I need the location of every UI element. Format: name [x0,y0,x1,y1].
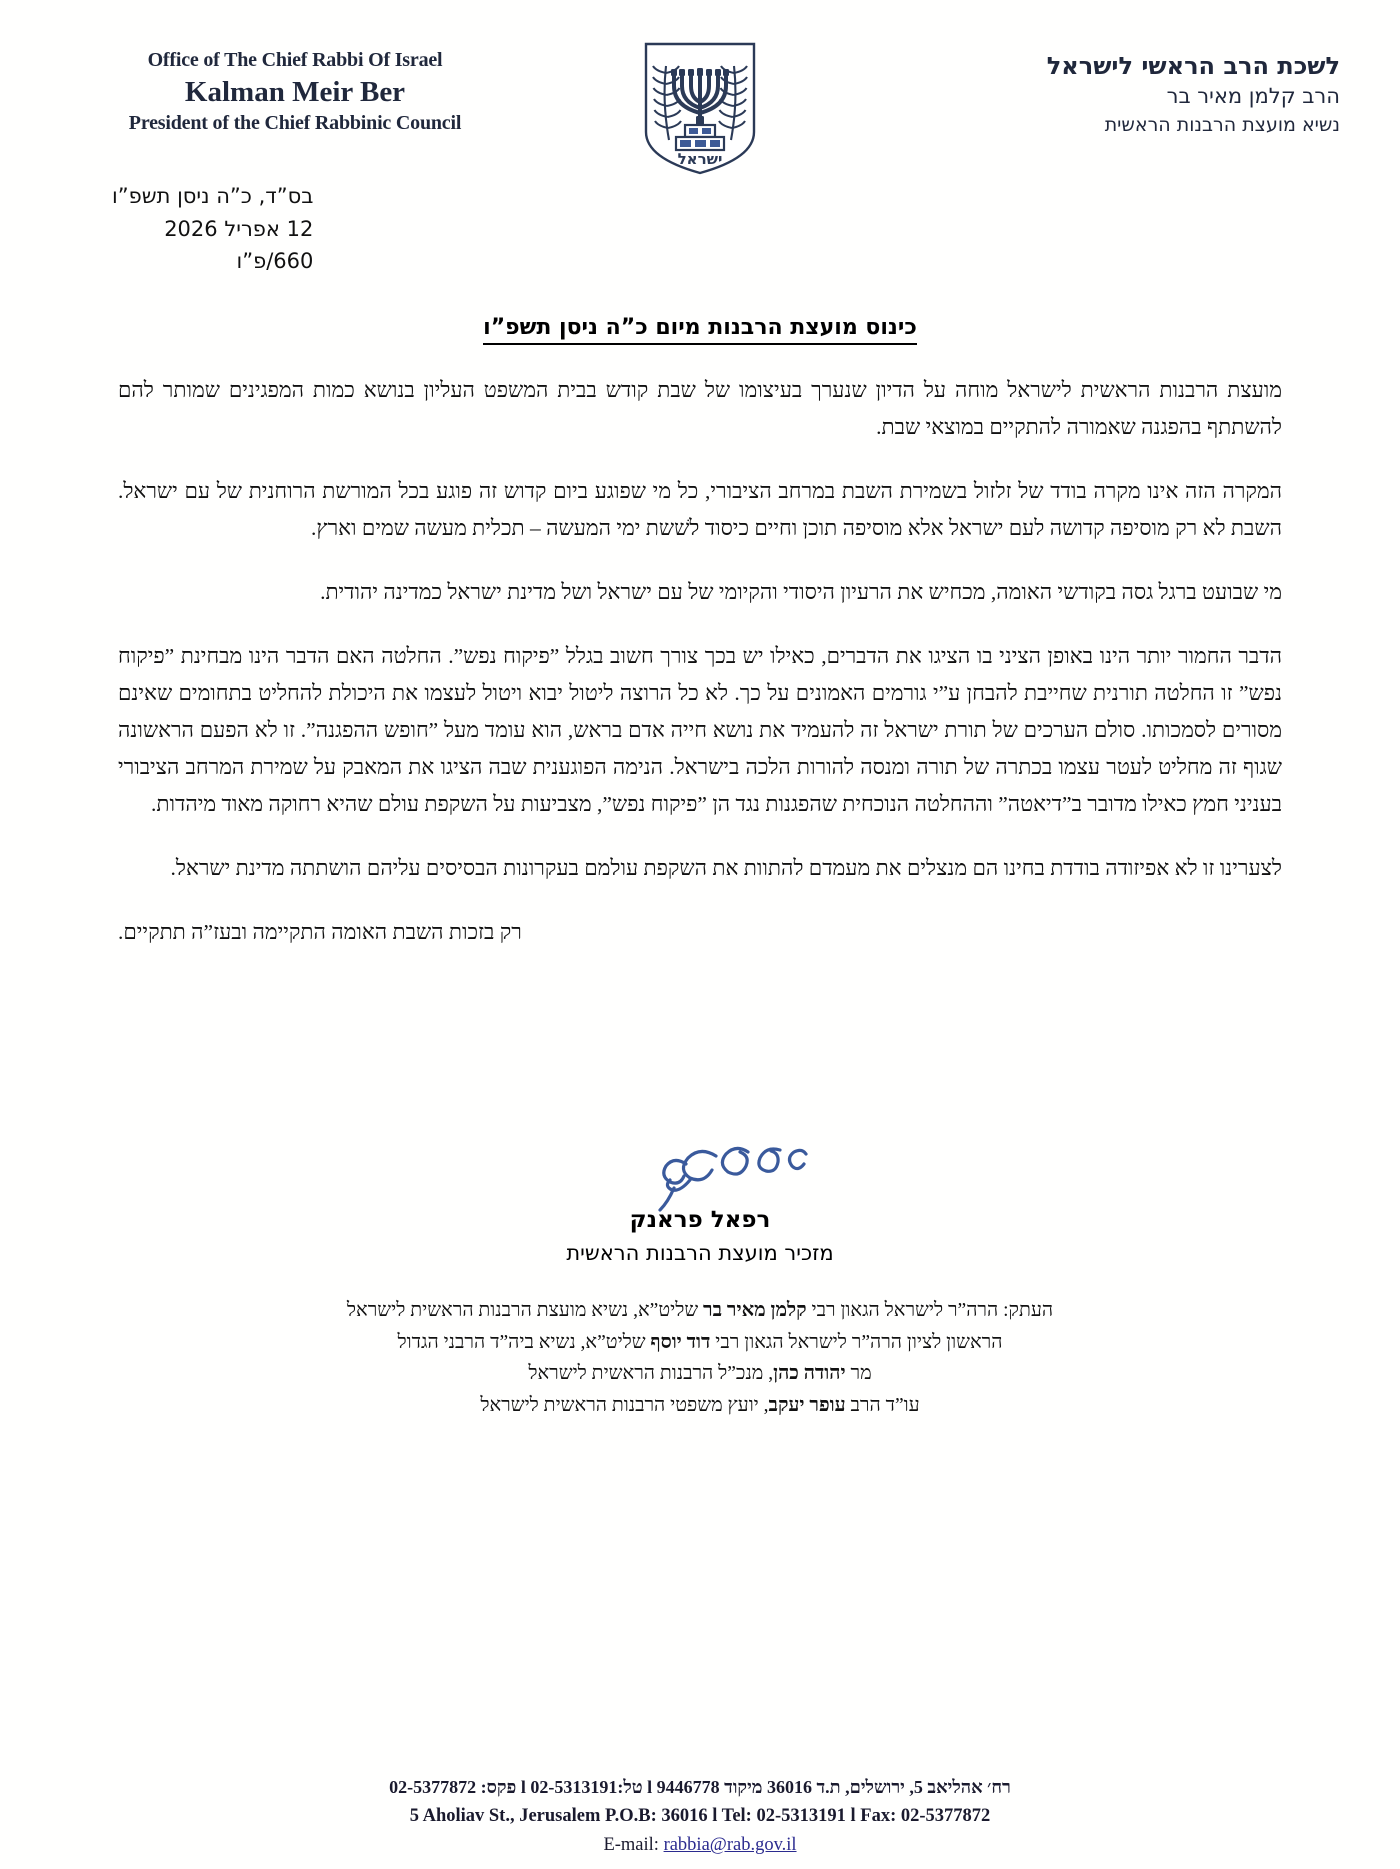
cc-line [0,1390,1400,1422]
footer-email-line [0,1831,1400,1861]
footer-email-link[interactable]: rabbia@rab.gov.il [663,1835,797,1856]
letterhead-english [60,48,530,136]
letterhead-he-title: נשיא מועצת הרבנות הראשית [1104,113,1340,136]
cc-bold-name: יהודה כהן [773,1363,846,1385]
cc-suffix: , יועץ משפטי הרבנות הראשית לישראל [480,1394,769,1416]
cc-suffix: שליט”א, נשיא מועצת הרבנות הראשית לישראל [346,1300,704,1321]
letterhead [0,40,1400,175]
cc-prefix: הרה”ר לישראל הגאון רבי [806,1300,999,1321]
cc-line [0,1327,1400,1359]
body-paragraph: מי שבועט ברגל גסה בקודשי האומה, מכחיש את הרעיון היסודי והקיומי של עם ישראל ושל מדינת ישראל כמדינה יהודית. [320,579,1282,604]
date-block [112,180,313,278]
letterhead-en-office: Office of The Chief Rabbi Of Israel [147,49,443,71]
footer [0,1773,1400,1861]
signature-block [0,1140,1400,1268]
israel-state-emblem-icon [636,40,764,175]
cc-bold-name: עופר יעקב [768,1394,846,1416]
signatory-name: רפאל פראנק [629,1207,771,1233]
cc-suffix: , מנכ”ל הרבנות הראשית לישראל [528,1363,774,1385]
cc-label: העתק: [1003,1300,1054,1321]
body-paragraph: הדבר החמור יותר הינו באופן הציני בו הציגו את הדברים, כאילו יש בכך צורך חשוב בגלל ”פיקוח נפש”. החלטה האם הדבר הינו מבחינת ”פיקוח נפש” זו החלטה תורנית שחייבת להבחן ע”י גורמים האמונים על כך. לא כל הרוצה ליטול יבוא ויטול לעצמו את היכולת להחליט בתחומים שאינם מסורים לסמכותו. סולם הערכים של תורת ישראל זה להעמיד את נושא חייה אדם בראש, הוא עומד מעל ”חופש ההפגנה”. זו לא הפעם הראשונה שגוף זה מחליט לעטר עצמו בכתרה של תורה ומנסה להורות הלכה בישראל. הנימה הפוגענית שבה הציגו את המאבק על שמירת המרחב הציבורי בעניני חמץ כאילו מדובר ב”דיאטה” וההחלטה הנוכחית שהפגנות נגד הן ”פיקוח נפש”, מצביעות על השקפת עולם שהיא רחוקה מאוד מיהדות. [118,643,1282,816]
letterhead-he-name: הרב קלמן מאיר בר [1166,84,1340,109]
footer-email-label: E-mail: [603,1835,664,1856]
body-paragraph: המקרה הזה אינו מקרה בודד של זלזול בשמירת השבת במרחב הציבורי, כל מי שפוגע ביום קדוש זה פוגע בכל המורשת הרוחנית של עם ישראל. השבת לא רק מוסיפה קדושה לעם ישראל אלא מוסיפה תוכן וחיים כיסוד לשׁשת ימי המעשה – תכלית מעשה שמים וארץ. [118,478,1282,540]
footer-address-english: 5 Aholiav St., Jerusalem P.O.B: 36016 l Tel: 02-5313191 l Fax: 02-5377872 [409,1805,991,1826]
svg-text:ישראל: ישראל [677,150,723,168]
reference-number: 660/פ”ו [236,249,314,274]
signatory-role: מזכיר מועצת הרבנות הראשית [566,1240,834,1265]
body-paragraph: לצערינו זו לא אפיזודה בודדת בחינו הם מנצלים את מעמדם להתוות את השקפת עולמם בעקרונות הבסיסים עליהם הושתתה מדינת ישראל. [170,855,1282,880]
cc-prefix: מר [845,1363,872,1385]
cc-prefix: הראשון לציון הרה”ר לישראל הגאון רבי [710,1331,1003,1353]
cc-line [0,1295,1400,1327]
cc-suffix: שליט”א, נשיא ביה”ד הרבני הגדול [397,1331,651,1353]
closing-line: רק בזכות השבת האומה התקיימה ובעז”ה תתקיים. [118,919,522,944]
letter-body [118,372,1282,978]
handwritten-signature-icon [0,1140,1400,1212]
footer-address-hebrew: רח׳ אהליאב 5, ירושלים, ת.ד 36016 מיקוד 9446778 l טל:02-5313191 l פקס: 02-5377872 [389,1777,1011,1798]
letterhead-he-office: לשכת הרב הראשי לישראל [1046,52,1340,80]
letterhead-en-name: Kalman Meir Ber [184,76,406,108]
document-title-text: כינוס מועצת הרבנות מיום כ”ה ניסן תשפ”ו [483,315,917,345]
body-paragraph: מועצת הרבנות הראשית לישראל מוחה על הדיון שנערך בעיצומו של שבת קודש בבית המשפט העליון בנושא כמות המפגינים שמותר להם להשתתף בהפגנה שאמורה להתקיים במוצאי שבת. [118,378,1282,439]
letterhead-en-title: President of the Chief Rabbinic Council [128,112,462,135]
cc-line [0,1358,1400,1390]
cc-bold-name: קלמן מאיר בר [703,1300,807,1321]
document-title [0,315,1400,340]
gregorian-date: 12 אפריל 2026 [164,216,314,241]
cc-block [0,1295,1400,1421]
cc-prefix: עו”ד הרב [845,1394,920,1416]
letterhead-hebrew [880,50,1340,138]
cc-bold-name: דוד יוסף [650,1331,711,1353]
hebrew-date: בס”ד, כ”ה ניסן תשפ”ו [112,184,314,208]
